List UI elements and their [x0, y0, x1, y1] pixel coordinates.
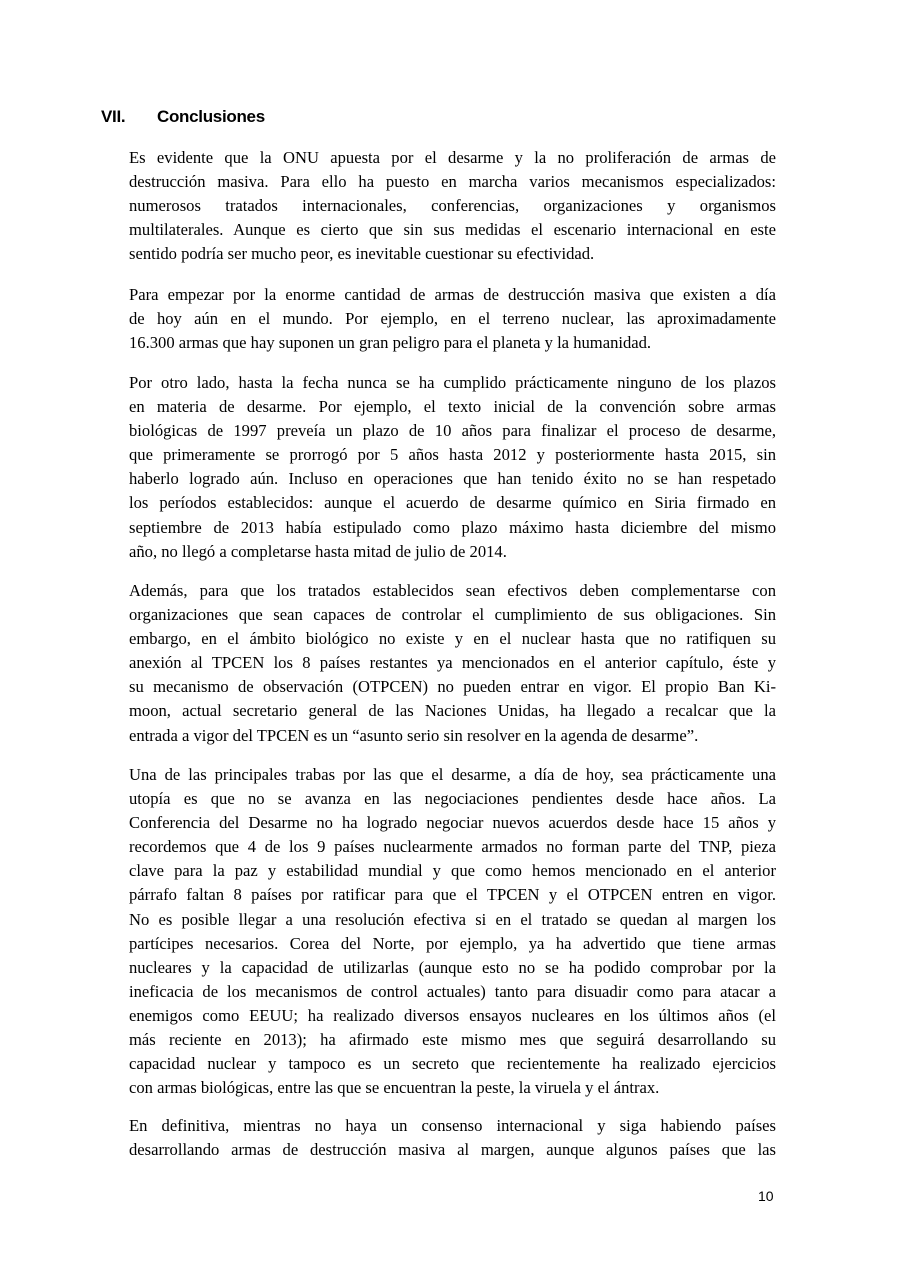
- paragraph-4: [129, 579, 776, 748]
- text-line: los períodos establecidos: aunque el acuerdo de desarme químico en Siria firmado en: [129, 493, 776, 513]
- text-line: entrada a vigor del TPCEN es un “asunto serio sin resolver en la agenda de desarme”.: [129, 725, 699, 745]
- section-title: Conclusiones: [157, 107, 265, 126]
- text-line: Por otro lado, hasta la fecha nunca se ha cumplido prácticamente ninguno de los plazos: [129, 373, 776, 392]
- text-line: en materia de desarme. Por ejemplo, el texto inicial de la convención sobre armas: [129, 397, 776, 417]
- text-line: organizaciones que sean capaces de controlar el cumplimiento de sus obligaciones. Sin: [129, 605, 776, 625]
- text-line: recordemos que 4 de los 9 países nuclearmente armados no forman parte del TNP, pieza: [129, 837, 776, 857]
- paragraph-1: [129, 146, 776, 266]
- text-line: de hoy aún en el mundo. Por ejemplo, en el terreno nuclear, las aproximadamente: [129, 309, 776, 329]
- text-line: Además, para que los tratados establecidos sean efectivos deben complementarse con: [129, 581, 776, 600]
- text-line: utopía es que no se avanza en las negociaciones pendientes desde hace años. La: [129, 789, 776, 809]
- text-line: capacidad nuclear y tampoco es un secreto que recientemente ha realizado ejercicios: [129, 1054, 776, 1074]
- text-line: ineficacia de los mecanismos de control actuales) tanto para disuadir como para atacar a: [129, 981, 776, 1001]
- text-line: sentido podría ser mucho peor, es inevitable cuestionar su efectividad.: [129, 244, 595, 264]
- text-line: 16.300 armas que hay suponen un gran peligro para el planeta y la humanidad.: [129, 333, 652, 353]
- text-line: haberlo logrado aún. Incluso en operaciones que han tenido éxito no se han respetado: [129, 469, 776, 489]
- section-number: VII.: [101, 107, 126, 126]
- text-line: partícipes necesarios. Corea del Norte, por ejemplo, ya ha advertido que tiene armas: [129, 933, 776, 953]
- paragraph-6: [129, 1114, 776, 1162]
- text-line: desarrollando armas de destrucción masiva al margen, aunque algunos países que las: [129, 1140, 776, 1160]
- paragraph-2: [129, 283, 776, 355]
- text-line: embargo, en el ámbito biológico no existe y en el nuclear hasta que no ratifiquen su: [129, 629, 776, 649]
- text-line: numerosos tratados internacionales, conferencias, organizaciones y organismos: [129, 196, 776, 216]
- paragraph-3: [129, 371, 776, 564]
- paragraph-5: [129, 763, 776, 1100]
- text-line: multilaterales. Aunque es cierto que sin sus medidas el escenario internacional en este: [129, 220, 776, 240]
- text-line: En definitiva, mientras no haya un consenso internacional y siga habiendo países: [129, 1116, 776, 1135]
- text-line: biológicas de 1997 preveía un plazo de 10 años para finalizar el proceso de desarme,: [129, 421, 776, 441]
- text-line: destrucción masiva. Para ello ha puesto en marcha varios mecanismos especializados:: [129, 172, 776, 192]
- page-number: 10: [758, 1188, 774, 1204]
- text-line: más reciente en 2013); ha afirmado este mismo mes que seguirá desarrollando su: [129, 1030, 776, 1050]
- text-line: moon, actual secretario general de las Naciones Unidas, ha llegado a recalcar que la: [129, 701, 776, 721]
- text-line: No es posible llegar a una resolución efectiva si en el tratado se quedan al margen los: [129, 909, 776, 929]
- text-line: con armas biológicas, entre las que se encuentran la peste, la viruela y el ántrax.: [129, 1078, 660, 1098]
- text-line: su mecanismo de observación (OTPCEN) no pueden entrar en vigor. El propio Ban Ki-: [129, 677, 776, 697]
- text-line: que primeramente se prorrogó por 5 años hasta 2012 y posteriormente hasta 2015, sin: [129, 445, 776, 465]
- text-line: Conferencia del Desarme no ha logrado negociar nuevos acuerdos desde hace 15 años y: [129, 813, 776, 833]
- text-line: Para empezar por la enorme cantidad de armas de destrucción masiva que existen a día: [129, 285, 776, 304]
- text-line: enemigos como EEUU; ha realizado diversos ensayos nucleares en los últimos años (el: [129, 1005, 776, 1025]
- text-line: párrafo faltan 8 países por ratificar para que el TPCEN y el OTPCEN entren en vigor.: [129, 885, 776, 905]
- text-line: año, no llegó a completarse hasta mitad de julio de 2014.: [129, 541, 507, 561]
- text-line: Es evidente que la ONU apuesta por el desarme y la no proliferación de armas de: [129, 148, 776, 167]
- text-line: clave para la paz y estabilidad mundial y que como hemos mencionado en el anterior: [129, 861, 776, 881]
- text-line: septiembre de 2013 había estipulado como plazo máximo hasta diciembre del mismo: [129, 517, 776, 537]
- text-line: nucleares y la capacidad de utilizarlas (aunque esto no se ha podido comprobar por la: [129, 957, 776, 977]
- text-line: anexión al TPCEN los 8 países restantes ya mencionados en el anterior capítulo, éste y: [129, 653, 776, 673]
- text-line: Una de las principales trabas por las que el desarme, a día de hoy, sea prácticamente una: [129, 765, 776, 784]
